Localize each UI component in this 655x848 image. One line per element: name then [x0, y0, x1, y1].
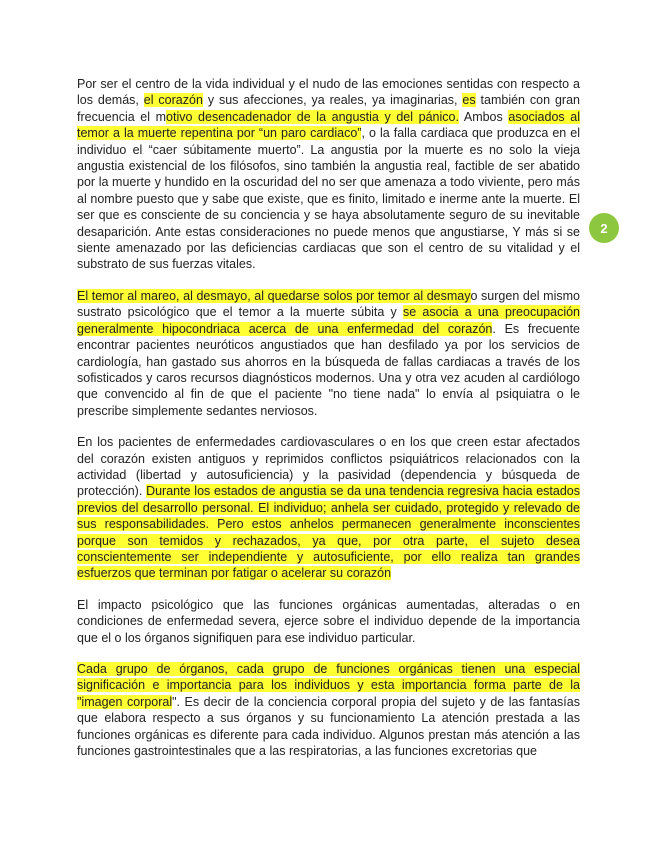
text-segment: El impacto psicológico que las funciones orgánicas aumentadas, alteradas o en condiciones de enfermedad severa, ejerce sobre el individuo depende de la importancia que el o los órganos signifiquen para ese individuo particular. — [77, 597, 580, 645]
text-segment: En los pacientes de enfermedades cardiovasculares o en los que creen estar afectados del corazón existen antiguos y reprimidos conflictos psiquiátricos relacionados con la actividad (libertad y autosuficiencia) y la pasividad (dependencia y búsqueda de protección). — [77, 435, 580, 499]
page-number: 2 — [600, 220, 608, 236]
text-segment: y sus afecciones, ya reales, ya imaginarias, — [202, 93, 463, 108]
highlighted-text: Durante los estados de angustia se da una tendencia regresiva hacia estados previos del desarrollo personal. El individuo; anhela ser cuidado, protegido y relevado de sus responsabilidades. Pero estos anhelos permanecen generalmente inconscientes porque son temidos y rechazados, ya que, por otra parte, el sujeto desea conscientemente ser independiente y autosuficiente, por ello realiza tan grandes esfuerzos que terminan por fatigar o acelerar su corazón — [77, 484, 580, 581]
paragraph — [77, 661, 580, 759]
highlighted-text: El temor al mareo, al desmayo, al quedarse solos por temor al desmay — [77, 288, 471, 303]
text-segment: Por ser el centro de la vida individual y el nudo de las emociones sentidas con respecto a los demás, — [77, 77, 580, 108]
paragraph — [77, 597, 580, 646]
text-segment: , o la falla cardiaca que produzca en el individuo el “caer súbitamente muerto”. La angustia por la muerte es no solo la vieja angustia existencial de los filósofos, sino también la angustia real, factible de ser abatido por la muerte y hundido en la oscuridad del no ser que amenaza a todo viviente, pero más al nombre puesto que y sabe que existe, que es finito, limitado e inerme ante la muerte. El ser que es consciente de su conciencia y se haya absolutamente seguro de su inevitable desaparición. Ante estas consideraciones no puede menos que angustiarse, Y más si se siente amenazado por las deficiencias cardiacas que son el centro de su vitalidad y el substrato de sus fuerzas vitales. — [77, 126, 580, 272]
text-segment: . Es frecuente encontrar pacientes neuróticos angustiados que han desfilado ya por los servicios de cardiología, han gastado sus ahorros en la búsqueda de fallas cardiacas a través de los sofisticados y caros recursos diagnósticos modernos. Una y otra vez acuden al cardiólogo que convencido al fin de que el paciente "no tiene nada" lo envía al psiquiatra o le prescribe simplemente sedantes nerviosos. — [77, 321, 580, 418]
highlighted-text: Cada grupo de órganos, cada grupo de funciones orgánicas tienen una especial significación e importancia para los individuos y esta importancia forma parte de la "imagen corporal — [77, 662, 580, 709]
highlighted-text: el corazón — [143, 93, 203, 108]
highlighted-text: otivo desencadenador de la angustia y del pánico. — [166, 109, 459, 124]
page-number-badge — [589, 213, 619, 243]
text-segment: también con gran frecuencia el m — [77, 93, 580, 124]
paragraph — [77, 76, 580, 273]
document-body — [77, 76, 580, 774]
text-segment: ". Es decir de la conciencia corporal propia del sujeto y de las fantasías que elabora respecto a sus órganos y su funcionamiento La atención prestada a las funciones orgánicas es diferente para cada individuo. Algunos prestan más atención a las funciones gastrointestinales que a las respiratorias, a las funciones excretorias que — [77, 694, 580, 759]
paragraph — [77, 288, 580, 419]
highlighted-text: asociados al temor a la muerte repentina por “un paro cardiaco” — [77, 109, 580, 141]
text-segment: o surgen del mismo sustrato psicológico que el temor a la muerte súbita y — [77, 288, 580, 320]
text-segment: Ambos — [458, 109, 509, 124]
highlighted-text: es — [462, 93, 476, 108]
highlighted-text: se asocia a una preocupación generalmente hipocondriaca acerca de una enfermedad del corazón — [77, 305, 581, 336]
paragraph — [77, 434, 580, 582]
